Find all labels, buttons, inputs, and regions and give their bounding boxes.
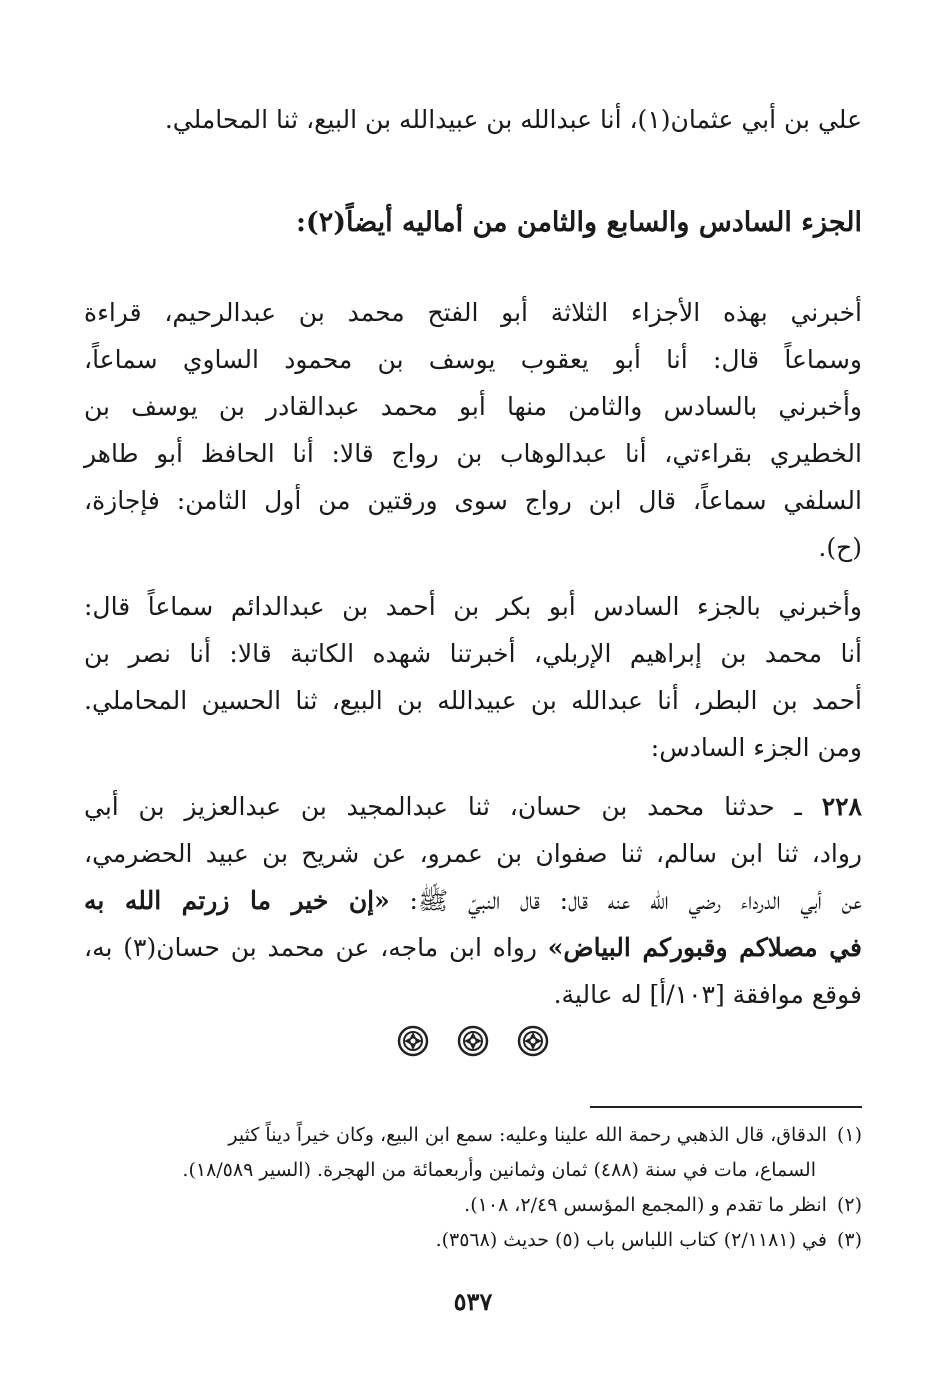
ornament-icon [517,1025,549,1057]
paragraph-chain-1 [84,289,862,571]
paragraph-line: وأخبرني بالجزء السادس أبو بكر بن أحمد بن عبدالدائم سماعاً قال: [84,592,862,621]
paragraph-line: أحمد بن البطر، أنا عبدالله بن عبيدالله بن البيع، ثنا الحسين المحاملي. [84,686,862,715]
hadith-number: ٢٢٨ [821,792,862,821]
hadith-text: عن أبي الدرداء رضي الله عنه قال: قال النبيّ ﷺ: [389,886,862,915]
footnote-3 [84,1223,862,1258]
paragraph-line: ومن الجزء السادس: [650,733,862,762]
footnotes [84,1118,862,1258]
paragraph-line: السلفي سماعاً، قال ابن رواج سوى ورقتين من أول الثامن: فإجازة، [84,486,862,515]
ornament-icon [457,1025,489,1057]
hadith-line: رواد، ثنا ابن سالم، ثنا صفوان بن عمرو، عن شريح بن عبيد الحضرمي، [84,839,862,868]
hadith-line [84,924,862,971]
hadith-matn: في مصلاكم وقبوركم البياض» [547,933,862,962]
footnote-number: (٣) [836,1229,862,1251]
paragraph-line: الخطيري بقراءتي، أنا عبدالوهاب بن رواج قالا: أنا الحافظ أبو طاهر [84,439,862,468]
footnote-number: (١) [836,1124,862,1146]
paragraph-line: أخبرني بهذه الأجزاء الثلاثة أبو الفتح محمد بن عبدالرحيم، قراءة [84,298,862,327]
opening-line [84,96,862,143]
hadith-text: رواه ابن ماجه، عن محمد بن حسان(٣) به، [84,933,548,962]
opening-line-text: علي بن أبي عثمان(١)، أنا عبدالله بن عبيدالله بن البيع، ثنا المحاملي. [164,105,862,134]
hadith-line: فوقع موافقة [١٠٣/أ] له عالية. [553,980,862,1009]
ornament-icon [397,1025,429,1057]
footnote-text: في (٢/١١٨١) كتاب اللباس باب (٥) حديث (٣٥٦٨). [435,1229,827,1251]
footnote-2 [84,1188,862,1223]
footnote-separator [590,1106,862,1108]
paragraph-chain-2 [84,583,862,771]
page-number: ٥٣٧ [453,1287,493,1316]
paragraph-line: (ح). [818,533,862,562]
hadith-matn: «إن خير ما زرتم الله به [84,886,390,915]
hadith-line [84,783,862,830]
footnote-1 [84,1118,862,1153]
paragraph-line: وأخبرني بالسادس والثامن منها أبو محمد عبدالقادر بن يوسف بن [84,392,862,421]
hadith-line [84,877,862,924]
paragraph-line: وسماعاً قال: أنا أبو يعقوب يوسف بن محمود الساوي سماعاً، [84,345,862,374]
section-heading: الجزء السادس والسابع والثامن من أماليه أيضاً(٢): [295,207,862,238]
hadith-228 [84,783,862,1018]
footnote-1-continuation: السماع، مات في سنة (٤٨٨) ثمان وثمانين وأربعمائة من الهجرة. (السير ١٨/٥٨٩). [182,1159,816,1181]
footnote-text: الدقاق، قال الذهبي رحمة الله علينا وعليه: سمع ابن البيع، وكان خيراً ديناً كثير [228,1124,827,1146]
hadith-text: ـ حدثنا محمد بن حسان، ثنا عبدالمجيد بن عبدالعزيز بن أبي [84,792,802,821]
paragraph-line: أنا محمد بن إبراهيم الإربلي، أخبرتنا شهده الكاتبة قالا: أنا نصر بن [84,639,862,668]
section-divider-ornaments [0,1025,946,1069]
footnote-text: انظر ما تقدم و (المجمع المؤسس ٢/٤٩، ١٠٨). [464,1194,827,1216]
footnote-number: (٢) [836,1194,862,1216]
